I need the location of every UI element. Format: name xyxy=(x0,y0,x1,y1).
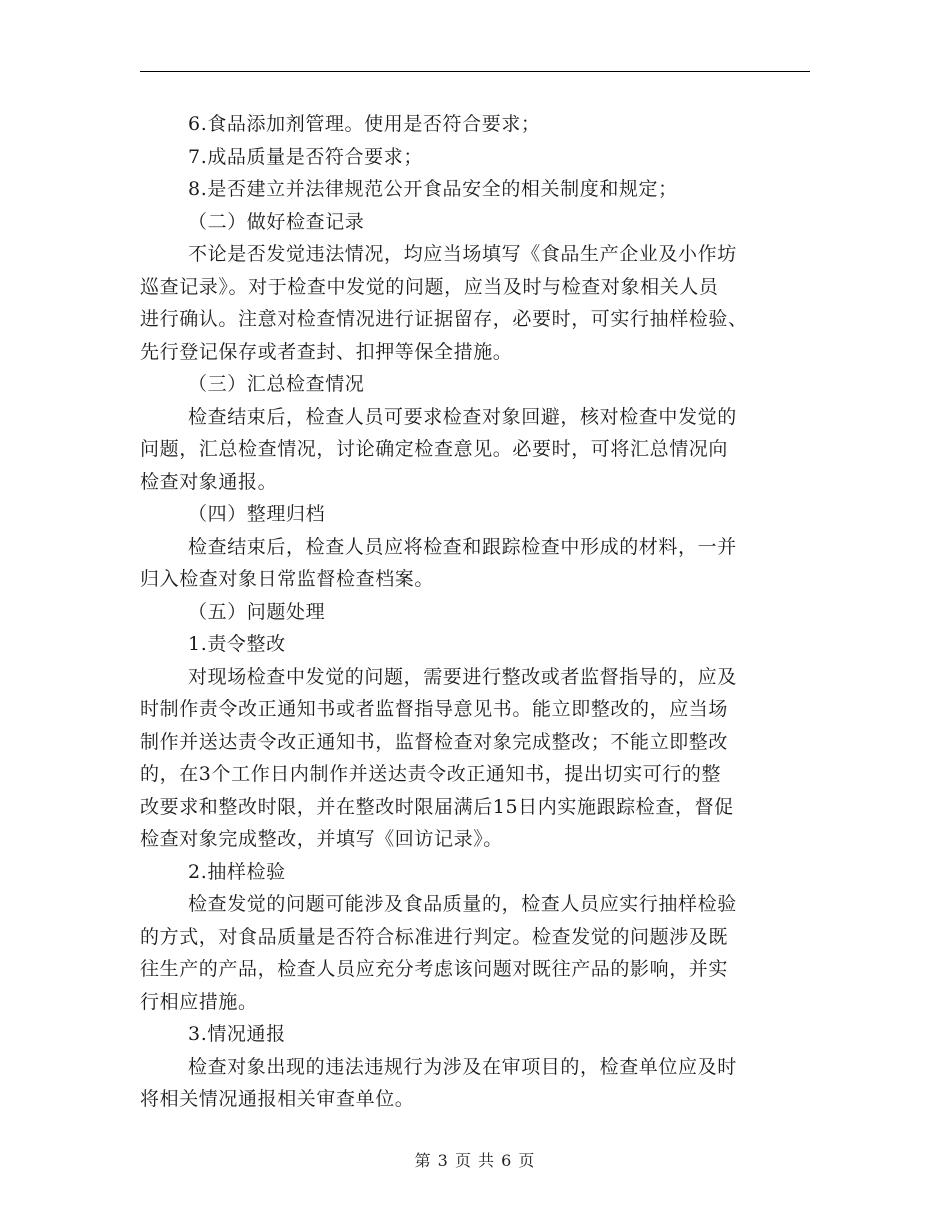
text-line: 行相应措施。 xyxy=(140,990,258,1013)
text-line: 6.食品添加剂管理。使用是否符合要求； xyxy=(188,113,541,135)
text-line: 进行确认。注意对检查情况进行证据留存，必要时，可实行抽样检验、 xyxy=(140,308,748,330)
page-number: 第 3 页 共 6 页 xyxy=(414,1151,536,1170)
text-line: 1.责令整改 xyxy=(188,633,286,655)
text-line: 检查结束后，检查人员可要求检查对象回避，核对检查中发觉的 xyxy=(188,405,737,428)
text-line: 检查结束后，检查人员应将检查和跟踪检查中形成的材料，一并 xyxy=(188,535,737,558)
text-line: 3.情况通报 xyxy=(188,1023,286,1045)
text-line: 2.抽样检验 xyxy=(188,860,286,883)
text-line: 8.是否建立并法律规范公开食品安全的相关制度和规定； xyxy=(188,178,678,200)
text-line: 的，在3个工作日内制作并送达责令改正通知书，提出切实可行的整 xyxy=(140,763,722,785)
text-line: 不论是否发觉违法情况，均应当场填写《食品生产企业及小作坊 xyxy=(188,243,737,265)
text-line: 7.成品质量是否符合要求； xyxy=(188,145,423,168)
document-body xyxy=(140,108,810,1116)
text-line: 检查对象完成整改，并填写《回访记录》。 xyxy=(140,828,503,850)
text-line: （四）整理归档 xyxy=(188,503,326,525)
text-line: 改要求和整改时限，并在整改时限届满后15日内实施跟踪检查，督促 xyxy=(140,795,734,818)
text-line: 问题，汇总检查情况，讨论确定检查意见。必要时，可将汇总情况向 xyxy=(140,438,729,460)
header-rule xyxy=(140,71,810,72)
text-line: 检查对象出现的违法违规行为涉及在审项目的，检查单位应及时 xyxy=(188,1055,737,1078)
text-line: 制作并送达责令改正通知书，监督检查对象完成整改；不能立即整改 xyxy=(140,730,729,753)
text-line: （五）问题处理 xyxy=(188,600,326,623)
text-line: （三）汇总检查情况 xyxy=(188,373,365,395)
text-line: 往生产的产品，检查人员应充分考虑该问题对既往产品的影响，并实 xyxy=(140,958,729,980)
text-line: 检查发觉的问题可能涉及食品质量的，检查人员应实行抽样检验 xyxy=(188,893,737,915)
text-line: 巡查记录》。对于检查中发觉的问题，应当及时与检查对象相关人员 xyxy=(140,275,719,298)
text-line: 将相关情况通报相关审查单位。 xyxy=(140,1088,415,1110)
text-line: 归入检查对象日常监督检查档案。 xyxy=(140,568,435,590)
text-line: （二）做好检查记录 xyxy=(188,210,365,233)
text-line: 检查对象通报。 xyxy=(140,470,278,493)
text-line: 时制作责令改正通知书或者监督指导意见书。能立即整改的，应当场 xyxy=(140,698,729,720)
text-line: 对现场检查中发觉的问题，需要进行整改或者监督指导的，应及 xyxy=(188,665,737,688)
text-line: 先行登记保存或者查封、扣押等保全措施。 xyxy=(140,340,513,363)
text-line: 的方式，对食品质量是否符合标准进行判定。检查发觉的问题涉及既 xyxy=(140,925,729,948)
